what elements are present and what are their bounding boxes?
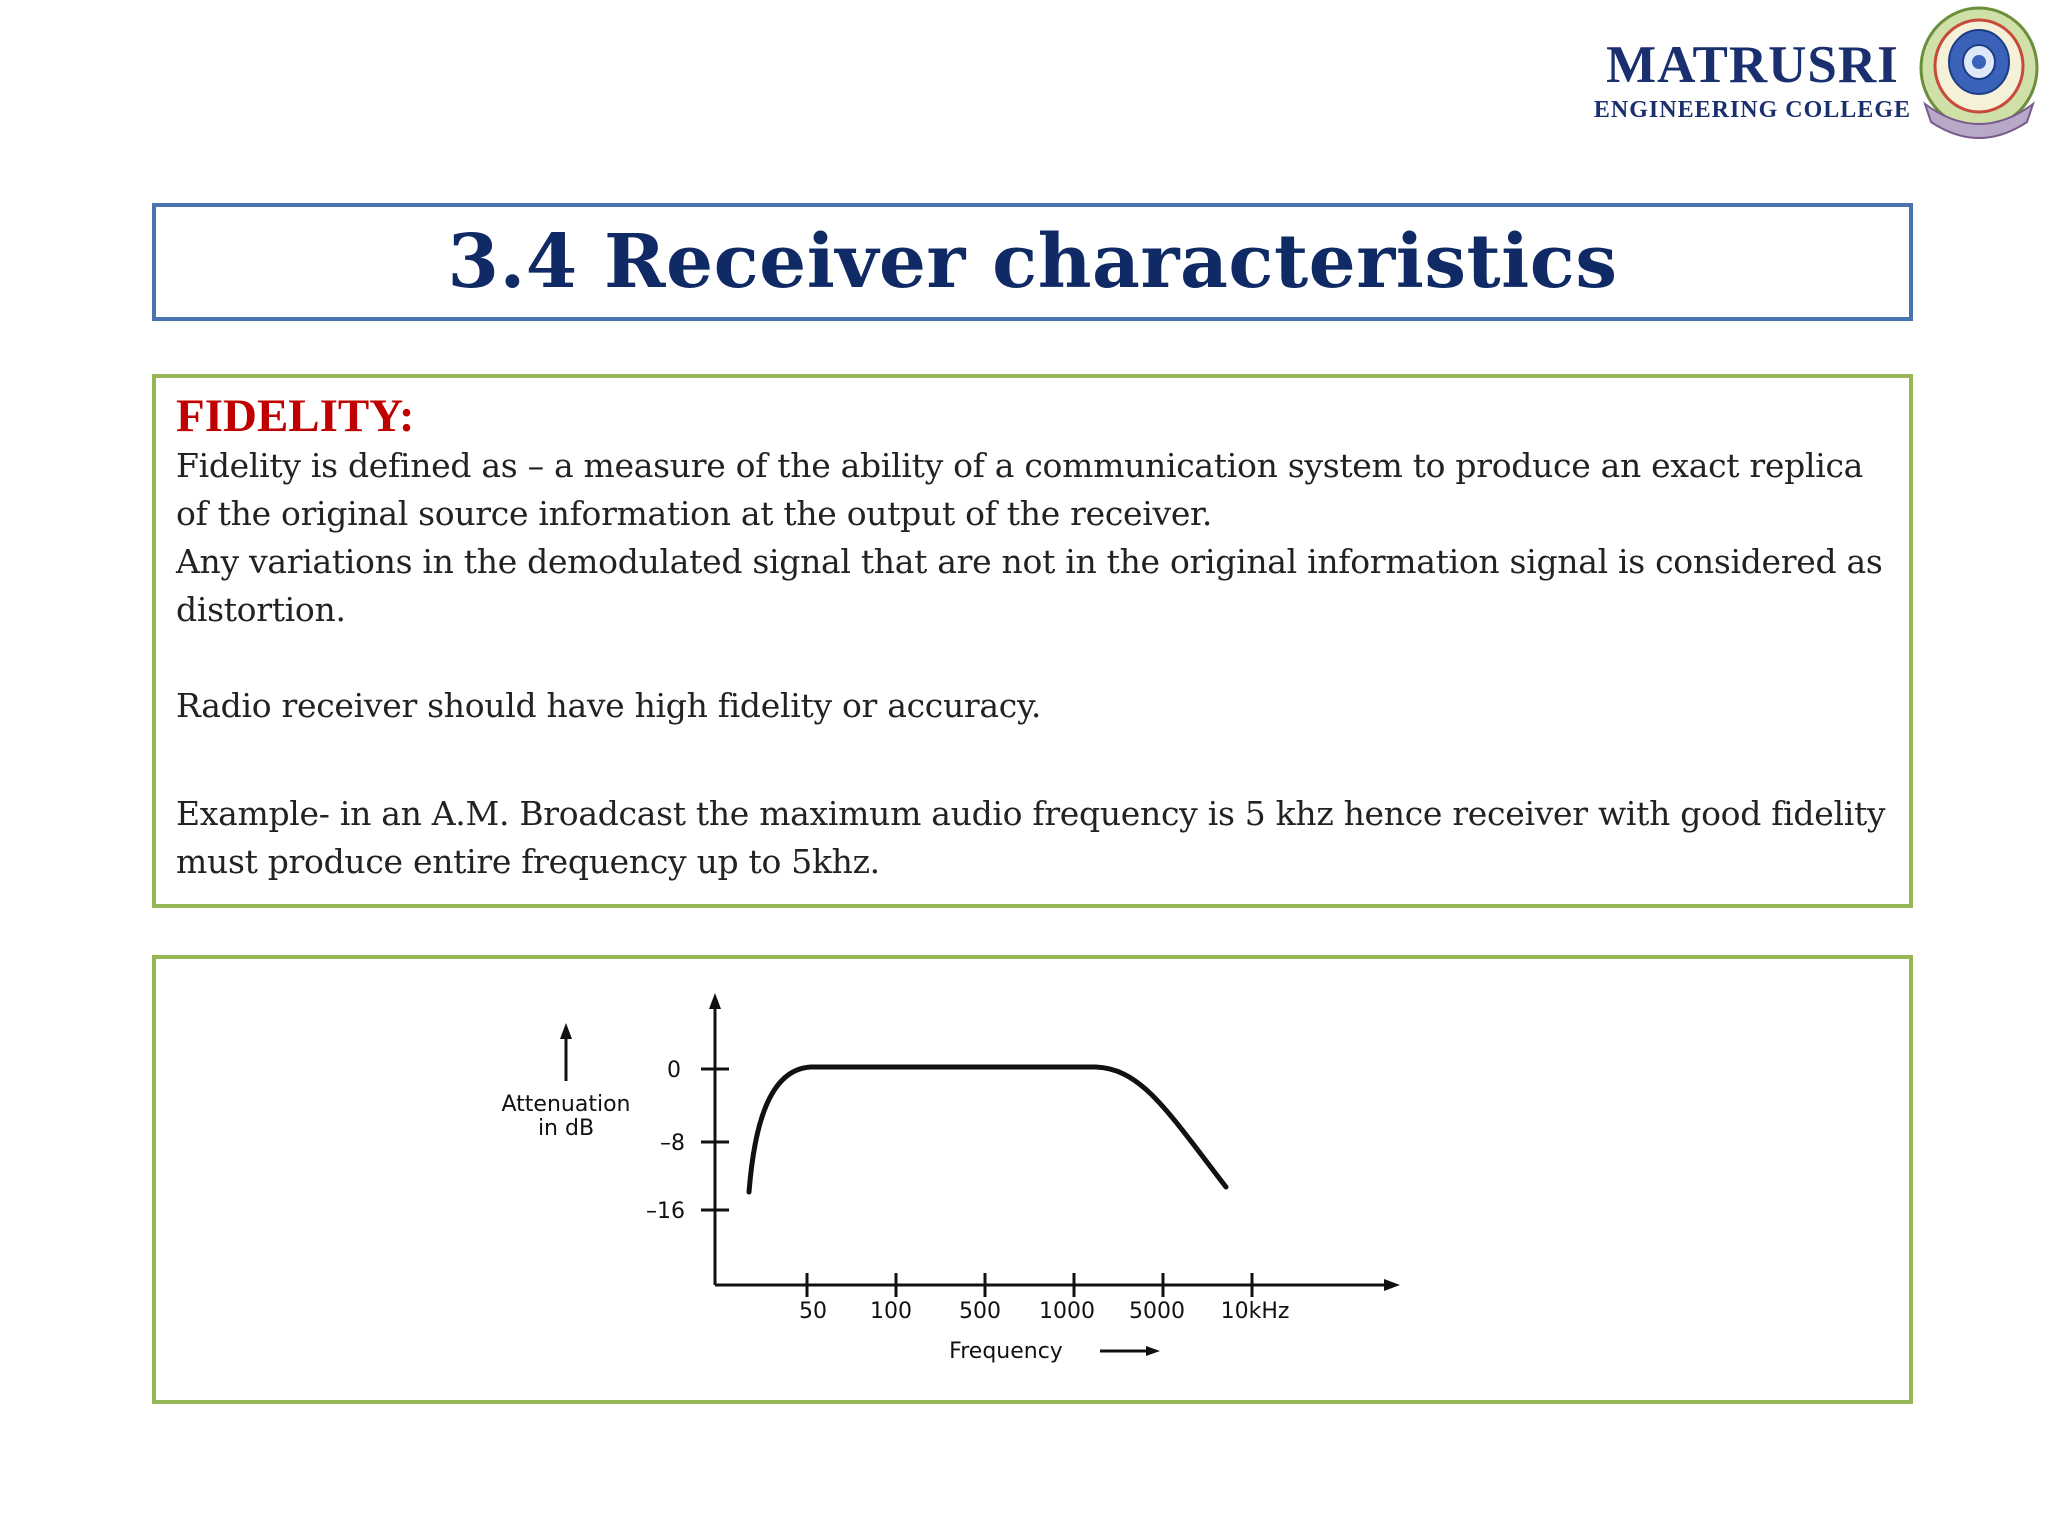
- paragraph-high-fidelity: Radio receiver should have high fidelity or accuracy.: [176, 686, 1042, 725]
- paragraph-example: Example- in an A.M. Broadcast the maximum audio frequency is 5 khz hence receiver with good fidelity must produce entire frequency up to 5khz.: [176, 794, 1886, 881]
- figure-box: [152, 955, 1913, 1404]
- y-axis-arrow: [709, 993, 721, 1009]
- title-box: [152, 203, 1913, 321]
- y-label-arrowhead: [560, 1023, 572, 1039]
- college-subtitle: ENGINEERING COLLEGE: [1593, 97, 1911, 123]
- x-tick-label-5000: 5000: [1129, 1299, 1185, 1324]
- x-tick-label-500: 500: [959, 1299, 1001, 1324]
- x-tick-label-100: 100: [870, 1299, 912, 1324]
- x-axis-label: Frequency: [949, 1339, 1063, 1364]
- college-name: MATRUSRI: [1606, 36, 1899, 94]
- y-axis-label-unit: in dB: [537, 1116, 595, 1141]
- response-curve: [749, 1067, 1226, 1192]
- section-heading: FIDELITY:: [176, 390, 415, 442]
- y-axis-label: Attenuation: [501, 1092, 631, 1117]
- y-tick-label-0: 0: [667, 1058, 681, 1083]
- college-seal-icon: [1917, 4, 2041, 140]
- content-box: [152, 374, 1913, 908]
- paragraph-distortion: Any variations in the demodulated signal that are not in the original information signal is considered as distortion.: [176, 542, 1883, 629]
- fidelity-response-diagram: [156, 959, 1909, 1400]
- x-label-arrowhead: [1146, 1346, 1160, 1356]
- x-tick-label-1000: 1000: [1039, 1299, 1095, 1324]
- y-tick-label-minus8: –8: [660, 1131, 685, 1156]
- x-tick-label-10khz: 10kHz: [1220, 1299, 1290, 1324]
- y-tick-label-minus16: –16: [646, 1199, 685, 1224]
- x-axis-arrow: [1384, 1279, 1400, 1291]
- college-logo-text: [1594, 34, 1911, 124]
- slide-title: 3.4 Receiver characteristics: [447, 219, 1618, 305]
- x-tick-label-50: 50: [799, 1299, 827, 1324]
- paragraph-definition: Fidelity is defined as – a measure of the ability of a communication system to produce an exact replica of the original source information at the output of the receiver.: [176, 446, 1864, 533]
